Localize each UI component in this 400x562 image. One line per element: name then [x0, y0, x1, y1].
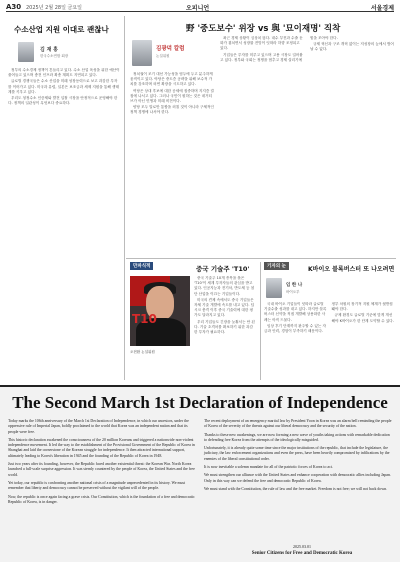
right-para: 기업들은 투자를 미루고 있으며 고용 시장도 얼어붙고 있다. 정부와 국회는 정쟁을 멈추고 경제 살리기에 힘을 모아야 한다. [220, 36, 338, 62]
page-number: A30 [6, 3, 22, 11]
china-column-title: 중국 기술주 'T10' [196, 265, 250, 273]
column-label: 기자의 눈 [264, 262, 289, 270]
kbio-para: 규제 환경도 글로벌 기준에 맞게 개선해야 K바이오가 한 단계 도약할 수 있다. [331, 313, 394, 323]
left-author-name: 김 재 홍 [40, 47, 58, 53]
columnist-role: 논설위원 [156, 54, 170, 58]
kbio-para: 임상 후기 단계까지 완주할 수 있는 자금과 인력, 경험이 부족하기 때문이다. 정부 차원의 장기적 지원 체계가 뒷받침돼야 한다. [264, 302, 393, 334]
sign-date: 2025.03.01 [293, 544, 311, 549]
right-para: 규제 혁신과 구조 개혁 없이는 저성장의 늪에서 벗어날 수 없다. [310, 42, 394, 52]
center-para: 정치권이 조기 대선 가능성을 염두에 두고 분주하게 움직이고 있다. 야당은 중도층 공략을 위해 보수적 가치를 강조하며 외연 확장을 시도하고 있다. [130, 72, 213, 87]
columnist-photo [132, 40, 152, 66]
left-para: 글로벌 경쟁국들은 수소 산업을 미래 성장동력으로 보고 과감한 투자를 이어가고 있다. 미국과 유럽, 일본은 보조금과 세제 지원을 통해 생태계를 키우고 있다. [8, 79, 119, 94]
right-para: 최근 경제 상황이 심상치 않다. 내수 부진과 수출 둔화가 겹치면서 성장률 전망이 잇따라 하향 조정되고 있다. [220, 36, 303, 51]
china-para: 미국의 견제 속에서도 중국 기업들은 자체 기술 개발에 속도를 내고 있다. 딥시크 충격 이후 중국 기술력에 대한 평가도 달라지고 있다. [194, 297, 255, 318]
cartoon-image [130, 276, 190, 346]
ad-signature [212, 544, 392, 556]
center-para: 양당 모두 말로만 통합을 외칠 것이 아니라 구체적인 정책 경쟁에 나서야 한다. [130, 105, 214, 115]
left-author-title: 한국수소연합 회장 [40, 54, 69, 58]
left-para: 우리도 청정수소 인증제와 발전 입찰 시장을 안정적으로 운영해야 한다. 정책의 일관성이 무엇보다 중요하다. [8, 96, 118, 106]
center-para: 여당은 상대 후보에 대한 공세에 집중하며 지지층 결집에 나서고 있다. 그러나 국민이 원하는 것은 네거티브가 아닌 민생과 미래 비전이다. [130, 88, 214, 104]
ad-right-column [204, 419, 392, 495]
ad-para: Unfortunately, it is already quite some time since the major institutions of the republic, that include the legislature, the judiciary, the law enforcement organizations and even the press, have been heavily compromised by infiltrations by the enemies of the liberal constitutional order. [204, 446, 390, 461]
kbio-author: 임 한 나 [286, 283, 303, 288]
china-para: 우리 기업들도 긴장을 늦춰서는 안 된다. 기술 초격차를 확보하기 위한 과감한 투자가 필요하다. [194, 319, 255, 335]
ad-para: Today marks the 106th anniversary of the March 1st Declaration of Independence, in which our ancestors, under the oppressive rule of Imperial Japan, boldly proclaimed to the world that Korea was an independent nation and that its people were free. [8, 419, 189, 434]
divider [126, 258, 396, 259]
left-article-body [8, 68, 120, 268]
section-title: 오피니언 [186, 5, 210, 12]
page-header [6, 2, 394, 12]
china-column-body [194, 276, 256, 380]
ad-title: The Second March 1st Declaration of Independence [12, 393, 388, 412]
sign-org: Senior Citizens for Free and Democratic Korea [251, 551, 353, 556]
ad-para: We must stand with the Constitution, the rule of law and the free market. Freedom is not free; we will not back down. [204, 486, 388, 491]
divider [124, 16, 125, 380]
ad-para: Just two years after its founding, however, the Republic faced another existential threat: the Korean War. North Korea launched a full-scale surprise aggression. It was sternly countered by the people of Korea, the United States and the free world. [8, 462, 195, 477]
kbio-author-photo [266, 278, 282, 298]
ad-para: Now, the republic is once again facing a grave crisis. Our Constitution, which is the foundation of a free and democratic Republic of Korea, is in danger. [8, 494, 195, 504]
ad-left-column [8, 419, 196, 508]
ad-para: It is now inevitable a solemn mandate for all of the patriotic forces of Korea to act. [204, 465, 333, 470]
center-headline: 野 '중도보수' 위장 vs 與 '묘이재명' 직착 [186, 24, 341, 34]
t10-mark: T10 [132, 312, 157, 326]
china-para: 중국 기술주 10개 종목을 묶은 'T10'이 세계 투자자들의 관심을 받고 있다. 인공지능과 전기차, 반도체 등 첨단 산업을 이끄는 기업들이다. [194, 276, 255, 296]
column-label: 만파식적 [130, 262, 153, 270]
left-para: 정부의 수소경제 정책이 흔들리고 있다. 수소 산업 육성을 위한 예산이 줄어들고 있으며 충전 인프라 확충 계획도 지연되고 있다. [8, 68, 120, 78]
divider [260, 262, 261, 380]
right-article-body [220, 36, 394, 236]
kbio-para: 국내 바이오 기업들이 잇따라 글로벌 기술수출 성과를 내고 있다. 하지만 블록버스터 신약을 직접 개발해 상용화한 사례는 아직 드물다. [264, 302, 327, 322]
columnist-name: 김광덕 칼럼 [156, 46, 185, 52]
ad-para: This historic declaration awakened the consciousness of the 20 million Koreans and triggered a nationwide non-violent independence movement. It led the way to the establishment of the Provisional Government of the Republic of Korea in Shanghai and laid the cornerstone of the Korean struggle for independence. It then attracted international support, ultimately leading to Korea's liberation in 1945 and the founding of the Republic of Korea in 1948. [8, 437, 195, 458]
issue-date: 2025년 2월 28일 금요일 [26, 5, 83, 11]
left-article-title: 수소산업 지원 이대로 괜찮나 [14, 25, 109, 34]
ad-para: Yet today, our republic is confronting another national crisis of a magnitude unprecedented in its history. We must remember that liberty and democracy cannot be preserved without the vigilant will of the people. [8, 480, 186, 491]
china-author: 오현환 논설위원 [130, 350, 155, 354]
kbio-dept: 바이오부 [286, 290, 300, 294]
author-photo [18, 42, 34, 62]
ad-para: We must strengthen our alliance with the United States and enhance cooperation with democratic allies including Japan. Only in this way can we defend the free and democratic Republic of Korea. [204, 473, 391, 483]
ad-para: The recent deployment of an emergency martial law by President Yoon in Korea was an alarm bell reminding the people of Korea of the severity of the threats against our liberal democracy and the security of the nation. [204, 419, 392, 429]
paper-name: 서울경제 [370, 5, 394, 12]
kbio-title: K바이오 블록버스터 또 나오려면 [308, 266, 395, 273]
kbio-body [264, 302, 394, 380]
declaration-ad [0, 385, 400, 562]
ad-para: Thanks to these new awakenings, we are now forming a new wave of youths taking actions with remarkable dedication to defending free Korea from the attempts of the ideologically misguided. [204, 432, 390, 442]
center-article-body [130, 72, 214, 252]
